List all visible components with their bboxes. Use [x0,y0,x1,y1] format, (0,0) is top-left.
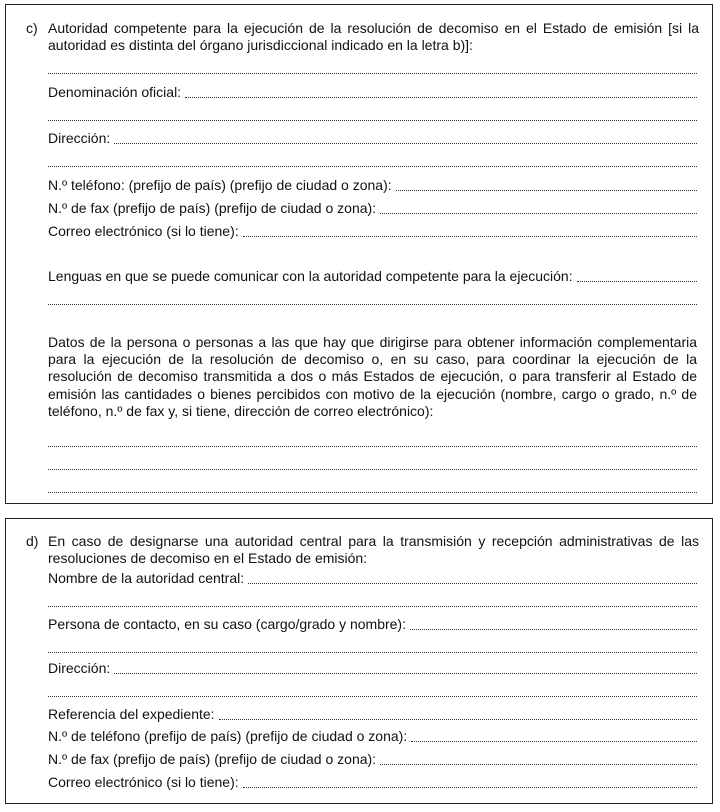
d-contacto-label: Persona de contacto, en su caso (cargo/grado y nombre): [48,616,406,632]
dotted-fill-line [396,190,697,191]
c-fax-label: N.º de fax (prefijo de país) (prefijo de ciudad o zona): [48,200,377,216]
section-c-heading: Autoridad competente para la ejecución de la resolución de decomiso en el Estado de emisión [si la autoridad es distinta del órgano jurisdiccional indicado en la letra b)]: [48,20,699,53]
dotted-fill-line [48,120,697,121]
d-blank-line-3[interactable] [48,683,697,700]
dotted-fill-line [243,236,697,237]
d-blank-line-2[interactable] [48,639,697,656]
c-direccion-field[interactable] [48,130,697,147]
dotted-fill-line [380,764,697,765]
dotted-fill-line [577,281,697,282]
c-lenguas-field[interactable] [48,268,697,285]
d-nombre-label: Nombre de la autoridad central: [48,570,245,586]
c-blank-line-2[interactable] [48,107,697,124]
dotted-fill-line [48,652,697,653]
c-denominacion-label: Denominación oficial: [48,84,182,100]
dotted-fill-line [48,492,697,493]
c-denominacion-field[interactable] [48,84,697,101]
d-blank-line-1[interactable] [48,593,697,610]
section-d-box [5,518,713,804]
dotted-fill-line [410,629,697,630]
dotted-fill-line [48,696,697,697]
c-blank-line-4[interactable] [48,291,697,308]
c-blank-line-1[interactable] [48,60,697,77]
dotted-fill-line [185,97,697,98]
d-correo-label: Correo electrónico (si lo tiene): [48,774,239,790]
c-telefono-label: N.º teléfono: (prefijo de país) (prefijo de ciudad o zona): [48,177,392,193]
c-blank-line-6[interactable] [48,456,697,473]
d-direccion-field[interactable] [48,660,697,677]
d-contacto-field[interactable] [48,616,697,633]
c-correo-label: Correo electrónico (si lo tiene): [48,223,239,239]
d-referencia-label: Referencia del expediente: [48,706,215,722]
dotted-fill-line [48,166,697,167]
dotted-fill-line [114,673,697,674]
dotted-fill-line [243,787,697,788]
dotted-fill-line [219,719,697,720]
c-blank-line-7[interactable] [48,479,697,496]
dotted-fill-line [48,446,697,447]
c-direccion-label: Dirección: [48,130,111,146]
d-telefono-field[interactable] [48,728,697,745]
section-d-heading: En caso de designarse una autoridad central para la transmisión y recepción administrativas de las resoluciones de decomiso en el Estado de emisión: [48,533,699,566]
section-c-box [5,4,713,504]
c-blank-line-3[interactable] [48,153,697,170]
d-direccion-label: Dirección: [48,660,111,676]
c-correo-field[interactable] [48,223,697,240]
dotted-fill-line [48,606,697,607]
dotted-fill-line [248,583,697,584]
d-nombre-field[interactable] [48,570,697,587]
section-c-letter: c) [26,20,38,36]
c-fax-field[interactable] [48,200,697,217]
d-referencia-field[interactable] [48,706,697,723]
dotted-fill-line [48,469,697,470]
dotted-fill-line [380,213,697,214]
dotted-fill-line [411,741,697,742]
dotted-fill-line [114,143,697,144]
d-correo-field[interactable] [48,774,697,791]
c-blank-line-5[interactable] [48,433,697,450]
d-fax-field[interactable] [48,751,697,768]
c-telefono-field[interactable] [48,177,697,194]
d-telefono-label: N.º de teléfono (prefijo de país) (prefijo de ciudad o zona): [48,728,408,744]
c-lenguas-label: Lenguas en que se puede comunicar con la autoridad competente para la ejecución: [48,268,573,284]
dotted-fill-line [48,73,697,74]
d-fax-label: N.º de fax (prefijo de país) (prefijo de ciudad o zona): [48,751,377,767]
c-datos-paragraph: Datos de la persona o personas a las que hay que dirigirse para obtener información complementaria para la ejecución de la resolución de decomiso o, en su caso, para coordinar la ejecución de la resolución de decomiso transmitida a dos o más Estados de ejecución, o para transferir al Estado de emisión las cantidades o bienes percibidos con motivo de la ejecución (nombre, cargo o grado, n.º de teléfono, n.º de fax y, si tiene, dirección de correo electrónico): [48,334,697,419]
dotted-fill-line [48,304,697,305]
section-d-letter: d) [26,533,39,549]
